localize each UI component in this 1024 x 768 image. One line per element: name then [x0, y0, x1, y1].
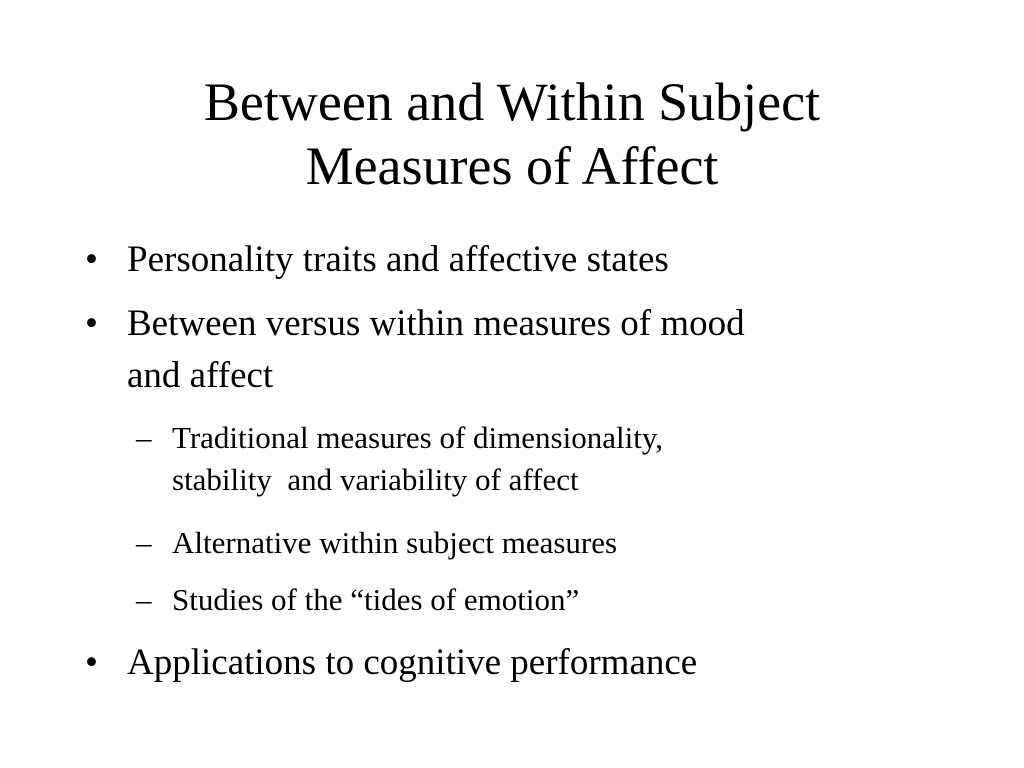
bullet-marker: •	[85, 239, 98, 280]
dash-marker: –	[136, 582, 152, 617]
bullet-item	[85, 234, 927, 286]
sub-bullet-text-continued: stability and variability of affect	[172, 462, 579, 497]
bullet-item	[85, 637, 927, 689]
sub-bullet-text: Alternative within subject measures	[172, 525, 618, 560]
bullet-text: Personality traits and affective states	[127, 239, 669, 280]
title-line: Measures of Affect	[305, 136, 719, 196]
bullet-marker: •	[85, 642, 98, 683]
dash-marker: –	[136, 525, 152, 560]
bullet-item	[85, 298, 927, 402]
sub-bullet-item	[136, 417, 872, 501]
sub-bullet-item	[136, 579, 872, 621]
bullet-text: Between versus within measures of mood	[127, 303, 745, 344]
sub-bullet-item	[136, 522, 872, 564]
title-line: Between and Within Subject	[203, 72, 821, 132]
bullet-text-continued: and affect	[127, 355, 274, 396]
sub-bullet-text: Studies of the “tides of emotion”	[172, 582, 580, 617]
sub-bullet-text: Traditional measures of dimensionality,	[172, 420, 664, 455]
bullet-marker: •	[85, 303, 98, 344]
bullet-text: Applications to cognitive performance	[127, 642, 698, 683]
dash-marker: –	[136, 420, 152, 455]
